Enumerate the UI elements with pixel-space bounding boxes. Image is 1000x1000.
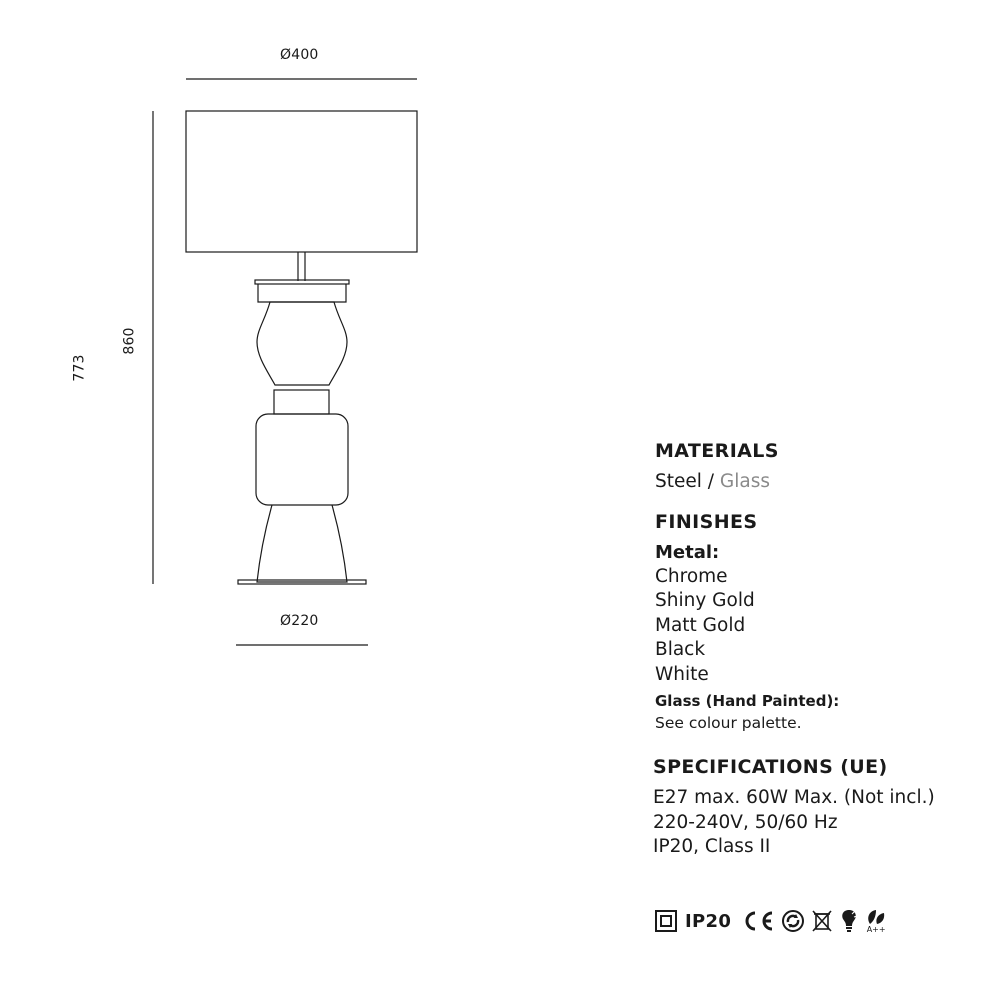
metal-option: Chrome xyxy=(655,565,728,587)
metal-option: White xyxy=(655,663,709,685)
materials-line xyxy=(655,470,985,495)
material-glass: Glass xyxy=(719,471,771,492)
ce-mark-icon xyxy=(741,909,775,933)
class-ii-icon xyxy=(655,910,677,932)
recycle-icon xyxy=(781,909,805,933)
spec-line: E27 max. 60W Max. (Not incl.) xyxy=(653,787,935,808)
lower-glass-cone xyxy=(257,505,347,582)
metal-option: Shiny Gold xyxy=(655,590,755,611)
lampshade xyxy=(186,111,417,252)
height-label: 860 xyxy=(121,327,138,355)
connector-ring xyxy=(274,390,329,414)
metal-option: Black xyxy=(655,639,706,660)
top-diameter-label: Ø400 xyxy=(280,47,319,63)
weee-bin-icon xyxy=(811,909,833,933)
metal-label: Metal: xyxy=(655,541,720,563)
base-diameter-label: Ø220 xyxy=(280,613,319,629)
top-cap-plate xyxy=(255,280,349,284)
height-secondary-label: 773 xyxy=(71,354,88,382)
middle-glass-body xyxy=(256,414,348,505)
metal-option: Matt Gold xyxy=(655,614,746,636)
materials-heading: MATERIALS xyxy=(655,440,779,462)
glass-note: See colour palette. xyxy=(655,714,802,732)
height-secondary-clip xyxy=(71,354,108,382)
glass-label: Glass (Hand Painted): xyxy=(655,692,840,710)
top-cup xyxy=(258,284,346,302)
spec-line: 220-240V, 50/60 Hz xyxy=(653,811,838,833)
material-separator: / xyxy=(707,471,715,492)
spec-line: IP20, Class II xyxy=(653,836,771,857)
bulb-icon xyxy=(839,908,859,934)
spec-panel xyxy=(655,440,985,860)
material-steel: Steel xyxy=(655,471,702,492)
specifications-heading: SPECIFICATIONS (UE) xyxy=(653,756,888,778)
ip-rating: IP20 xyxy=(685,910,732,932)
energy-leaf-icon xyxy=(865,908,887,934)
finishes-heading: FINISHES xyxy=(655,510,758,533)
upper-glass-body xyxy=(257,302,347,385)
certification-icons xyxy=(655,905,887,937)
energy-class-label: A++ xyxy=(866,925,886,934)
